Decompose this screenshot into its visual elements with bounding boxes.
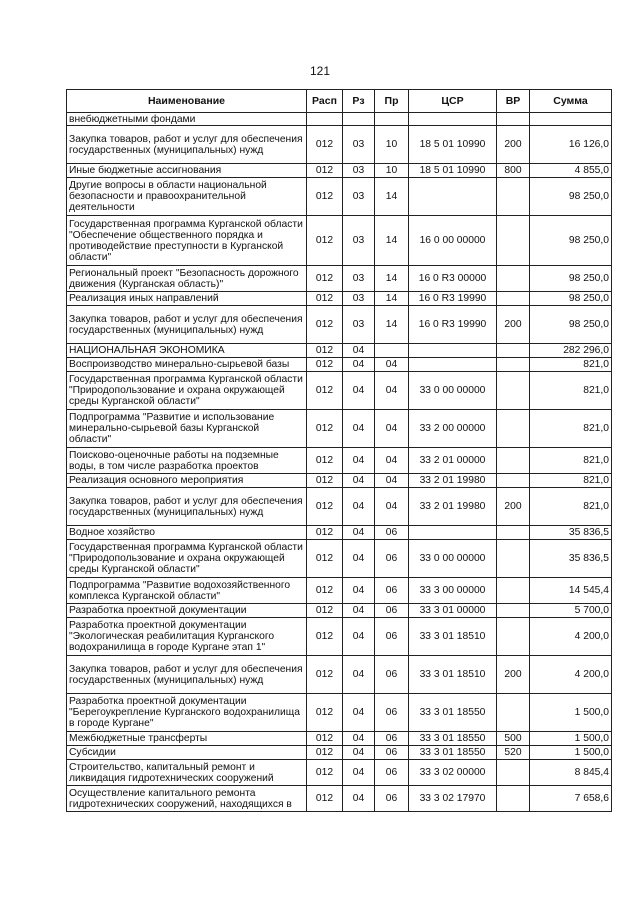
cell-rz: 03 [343, 292, 375, 306]
cell-csr [409, 344, 497, 358]
cell-name: Иные бюджетные ассигнования [67, 164, 307, 178]
cell-name: внебюджетными фондами [67, 113, 307, 126]
cell-sum: 7 658,6 [530, 786, 612, 812]
cell-vr [497, 372, 530, 410]
cell-rz: 04 [343, 488, 375, 526]
cell-rasp: 012 [307, 656, 343, 694]
cell-csr: 33 3 01 18550 [409, 732, 497, 746]
header-rasp: Расп [307, 90, 343, 113]
table-row [67, 113, 612, 126]
cell-rasp: 012 [307, 306, 343, 344]
cell-pr: 14 [375, 292, 409, 306]
cell-rz: 03 [343, 164, 375, 178]
cell-sum: 821,0 [530, 372, 612, 410]
cell-csr: 33 3 01 18550 [409, 694, 497, 732]
cell-pr: 06 [375, 760, 409, 786]
cell-pr: 14 [375, 216, 409, 266]
cell-pr: 04 [375, 372, 409, 410]
table-row [67, 540, 612, 578]
cell-rz [343, 113, 375, 126]
cell-rasp: 012 [307, 126, 343, 164]
cell-rz: 03 [343, 216, 375, 266]
cell-csr: 33 0 00 00000 [409, 540, 497, 578]
table-row [67, 358, 612, 372]
cell-rasp: 012 [307, 694, 343, 732]
cell-sum: 14 545,4 [530, 578, 612, 604]
cell-csr: 18 5 01 10990 [409, 126, 497, 164]
header-vr: ВР [497, 90, 530, 113]
cell-csr [409, 113, 497, 126]
cell-rasp: 012 [307, 344, 343, 358]
cell-pr: 06 [375, 656, 409, 694]
table-row [67, 344, 612, 358]
cell-sum: 35 836,5 [530, 540, 612, 578]
cell-name: Строительство, капитальный ремонт и ликвидация гидротехнических сооружений [67, 760, 307, 786]
cell-vr [497, 760, 530, 786]
cell-rasp: 012 [307, 604, 343, 618]
table-row [67, 164, 612, 178]
cell-csr: 33 2 01 00000 [409, 448, 497, 474]
cell-name: НАЦИОНАЛЬНАЯ ЭКОНОМИКА [67, 344, 307, 358]
cell-name: Поисково-оценочные работы на подземные воды, в том числе разработка проектов [67, 448, 307, 474]
cell-sum: 98 250,0 [530, 306, 612, 344]
cell-name: Воспроизводство минерально-сырьевой базы [67, 358, 307, 372]
table-row [67, 694, 612, 732]
cell-vr [497, 178, 530, 216]
table-row [67, 266, 612, 292]
cell-rz: 04 [343, 474, 375, 488]
cell-sum: 4 200,0 [530, 618, 612, 656]
cell-csr: 33 3 02 00000 [409, 760, 497, 786]
cell-pr: 10 [375, 126, 409, 164]
cell-rasp: 012 [307, 216, 343, 266]
cell-csr: 16 0 R3 19990 [409, 292, 497, 306]
cell-vr: 200 [497, 488, 530, 526]
cell-pr: 14 [375, 178, 409, 216]
cell-csr: 16 0 R3 19990 [409, 306, 497, 344]
cell-pr: 04 [375, 488, 409, 526]
cell-vr: 200 [497, 306, 530, 344]
cell-rz: 04 [343, 694, 375, 732]
cell-rasp: 012 [307, 164, 343, 178]
cell-sum: 282 296,0 [530, 344, 612, 358]
cell-name: Закупка товаров, работ и услуг для обеспечения государственных (муниципальных) нужд [67, 126, 307, 164]
cell-rasp: 012 [307, 786, 343, 812]
cell-name: Региональный проект "Безопасность дорожного движения (Курганская область)" [67, 266, 307, 292]
cell-csr: 33 0 00 00000 [409, 372, 497, 410]
cell-sum: 821,0 [530, 410, 612, 448]
cell-rz: 04 [343, 746, 375, 760]
cell-name: Межбюджетные трансферты [67, 732, 307, 746]
cell-vr [497, 578, 530, 604]
cell-rasp: 012 [307, 266, 343, 292]
cell-pr: 04 [375, 410, 409, 448]
cell-sum [530, 113, 612, 126]
cell-rz: 04 [343, 358, 375, 372]
table-row [67, 760, 612, 786]
cell-csr [409, 358, 497, 372]
cell-name: Государственная программа Курганской области "Обеспечение общественного порядка и противодействие преступности в Курганской области" [67, 216, 307, 266]
table-row [67, 526, 612, 540]
cell-rasp: 012 [307, 540, 343, 578]
cell-vr: 520 [497, 746, 530, 760]
cell-pr: 14 [375, 306, 409, 344]
cell-rz: 03 [343, 306, 375, 344]
cell-name: Закупка товаров, работ и услуг для обеспечения государственных (муниципальных) нужд [67, 306, 307, 344]
cell-name: Разработка проектной документации "Экологическая реабилитация Курганского водохранилища в городе Кургане этап 1" [67, 618, 307, 656]
cell-csr: 33 3 02 17970 [409, 786, 497, 812]
cell-rz: 04 [343, 526, 375, 540]
header-name: Наименование [67, 90, 307, 113]
cell-name: Разработка проектной документации "Берегоукрепление Курганского водохранилища в городе Кургане" [67, 694, 307, 732]
cell-vr [497, 216, 530, 266]
cell-rasp: 012 [307, 760, 343, 786]
table-row [67, 306, 612, 344]
cell-rz: 04 [343, 578, 375, 604]
header-rz: Рз [343, 90, 375, 113]
table-row [67, 604, 612, 618]
cell-rz: 04 [343, 448, 375, 474]
cell-vr: 500 [497, 732, 530, 746]
cell-csr: 33 3 01 18510 [409, 656, 497, 694]
cell-rasp: 012 [307, 178, 343, 216]
cell-pr: 14 [375, 266, 409, 292]
header-sum: Сумма [530, 90, 612, 113]
cell-sum: 1 500,0 [530, 746, 612, 760]
cell-vr: 800 [497, 164, 530, 178]
table-row [67, 292, 612, 306]
page-number: 121 [309, 64, 331, 78]
header-row [67, 90, 612, 113]
cell-rz: 03 [343, 178, 375, 216]
cell-csr: 16 0 R3 00000 [409, 266, 497, 292]
cell-rasp: 012 [307, 732, 343, 746]
cell-sum: 4 855,0 [530, 164, 612, 178]
table-row [67, 178, 612, 216]
cell-pr: 06 [375, 694, 409, 732]
cell-csr: 33 3 00 00000 [409, 578, 497, 604]
cell-sum: 5 700,0 [530, 604, 612, 618]
table-row [67, 474, 612, 488]
cell-vr [497, 540, 530, 578]
cell-name: Осуществление капитального ремонта гидротехнических сооружений, находящихся в [67, 786, 307, 812]
cell-vr [497, 694, 530, 732]
cell-name: Реализация иных направлений [67, 292, 307, 306]
cell-name: Субсидии [67, 746, 307, 760]
cell-csr: 33 3 01 18510 [409, 618, 497, 656]
cell-csr: 33 3 01 00000 [409, 604, 497, 618]
cell-rasp: 012 [307, 474, 343, 488]
cell-vr [497, 292, 530, 306]
cell-rasp: 012 [307, 746, 343, 760]
cell-vr [497, 410, 530, 448]
cell-sum: 821,0 [530, 488, 612, 526]
cell-rz: 03 [343, 266, 375, 292]
cell-name: Разработка проектной документации [67, 604, 307, 618]
cell-vr: 200 [497, 656, 530, 694]
table-row [67, 578, 612, 604]
cell-vr [497, 344, 530, 358]
cell-rasp: 012 [307, 372, 343, 410]
table-row [67, 732, 612, 746]
cell-rz: 04 [343, 344, 375, 358]
cell-vr [497, 618, 530, 656]
cell-vr [497, 604, 530, 618]
cell-pr: 06 [375, 746, 409, 760]
cell-vr [497, 474, 530, 488]
table-row [67, 656, 612, 694]
cell-sum: 8 845,4 [530, 760, 612, 786]
table-body [67, 113, 612, 812]
cell-rasp: 012 [307, 448, 343, 474]
cell-name: Государственная программа Курганской области "Природопользование и охрана окружающей среды Курганской области" [67, 540, 307, 578]
cell-sum: 1 500,0 [530, 694, 612, 732]
cell-pr [375, 113, 409, 126]
cell-csr: 33 3 01 18550 [409, 746, 497, 760]
cell-sum: 821,0 [530, 474, 612, 488]
cell-pr: 06 [375, 578, 409, 604]
cell-rasp: 012 [307, 292, 343, 306]
cell-rasp: 012 [307, 488, 343, 526]
cell-sum: 98 250,0 [530, 178, 612, 216]
cell-rasp [307, 113, 343, 126]
cell-name: Подпрограмма "Развитие водохозяйственного комплекса Курганской области" [67, 578, 307, 604]
cell-csr: 16 0 00 00000 [409, 216, 497, 266]
cell-pr: 06 [375, 786, 409, 812]
cell-rz: 04 [343, 372, 375, 410]
cell-rz: 04 [343, 410, 375, 448]
cell-name: Закупка товаров, работ и услуг для обеспечения государственных (муниципальных) нужд [67, 656, 307, 694]
cell-rz: 04 [343, 604, 375, 618]
table-row [67, 488, 612, 526]
cell-pr: 10 [375, 164, 409, 178]
cell-rz: 04 [343, 618, 375, 656]
cell-rz: 04 [343, 732, 375, 746]
cell-name: Водное хозяйство [67, 526, 307, 540]
cell-pr: 06 [375, 618, 409, 656]
table-row [67, 448, 612, 474]
cell-sum: 98 250,0 [530, 292, 612, 306]
table-row [67, 786, 612, 812]
cell-rasp: 012 [307, 526, 343, 540]
cell-vr [497, 448, 530, 474]
table-row [67, 410, 612, 448]
budget-table [66, 89, 612, 812]
table-row [67, 216, 612, 266]
cell-name: Государственная программа Курганской области "Природопользование и охрана окружающей среды Курганской области" [67, 372, 307, 410]
cell-pr: 06 [375, 540, 409, 578]
cell-vr [497, 786, 530, 812]
cell-sum: 821,0 [530, 358, 612, 372]
cell-csr: 33 2 00 00000 [409, 410, 497, 448]
header-pr: Пр [375, 90, 409, 113]
cell-csr: 33 2 01 19980 [409, 474, 497, 488]
cell-rasp: 012 [307, 578, 343, 604]
cell-name: Другие вопросы в области национальной безопасности и правоохранительной деятельности [67, 178, 307, 216]
cell-rz: 04 [343, 786, 375, 812]
cell-vr [497, 358, 530, 372]
cell-rasp: 012 [307, 618, 343, 656]
cell-csr [409, 178, 497, 216]
cell-name: Закупка товаров, работ и услуг для обеспечения государственных (муниципальных) нужд [67, 488, 307, 526]
table-row [67, 618, 612, 656]
cell-vr [497, 266, 530, 292]
cell-rasp: 012 [307, 410, 343, 448]
cell-name: Реализация основного мероприятия [67, 474, 307, 488]
cell-rz: 04 [343, 656, 375, 694]
cell-vr [497, 113, 530, 126]
cell-pr: 04 [375, 448, 409, 474]
cell-vr: 200 [497, 126, 530, 164]
cell-csr [409, 526, 497, 540]
cell-rasp: 012 [307, 358, 343, 372]
cell-sum: 1 500,0 [530, 732, 612, 746]
cell-sum: 98 250,0 [530, 216, 612, 266]
cell-csr: 18 5 01 10990 [409, 164, 497, 178]
table-row [67, 372, 612, 410]
cell-pr: 06 [375, 732, 409, 746]
cell-pr: 06 [375, 526, 409, 540]
header-csr: ЦСР [409, 90, 497, 113]
table-row [67, 746, 612, 760]
cell-sum: 16 126,0 [530, 126, 612, 164]
cell-pr: 04 [375, 358, 409, 372]
cell-csr: 33 2 01 19980 [409, 488, 497, 526]
cell-pr [375, 344, 409, 358]
cell-sum: 821,0 [530, 448, 612, 474]
cell-name: Подпрограмма "Развитие и использование минерально-сырьевой базы Курганской области" [67, 410, 307, 448]
cell-sum: 98 250,0 [530, 266, 612, 292]
cell-vr [497, 526, 530, 540]
cell-sum: 35 836,5 [530, 526, 612, 540]
table-row [67, 126, 612, 164]
cell-rz: 04 [343, 760, 375, 786]
cell-pr: 04 [375, 474, 409, 488]
cell-rz: 03 [343, 126, 375, 164]
cell-sum: 4 200,0 [530, 656, 612, 694]
cell-pr: 06 [375, 604, 409, 618]
cell-rz: 04 [343, 540, 375, 578]
